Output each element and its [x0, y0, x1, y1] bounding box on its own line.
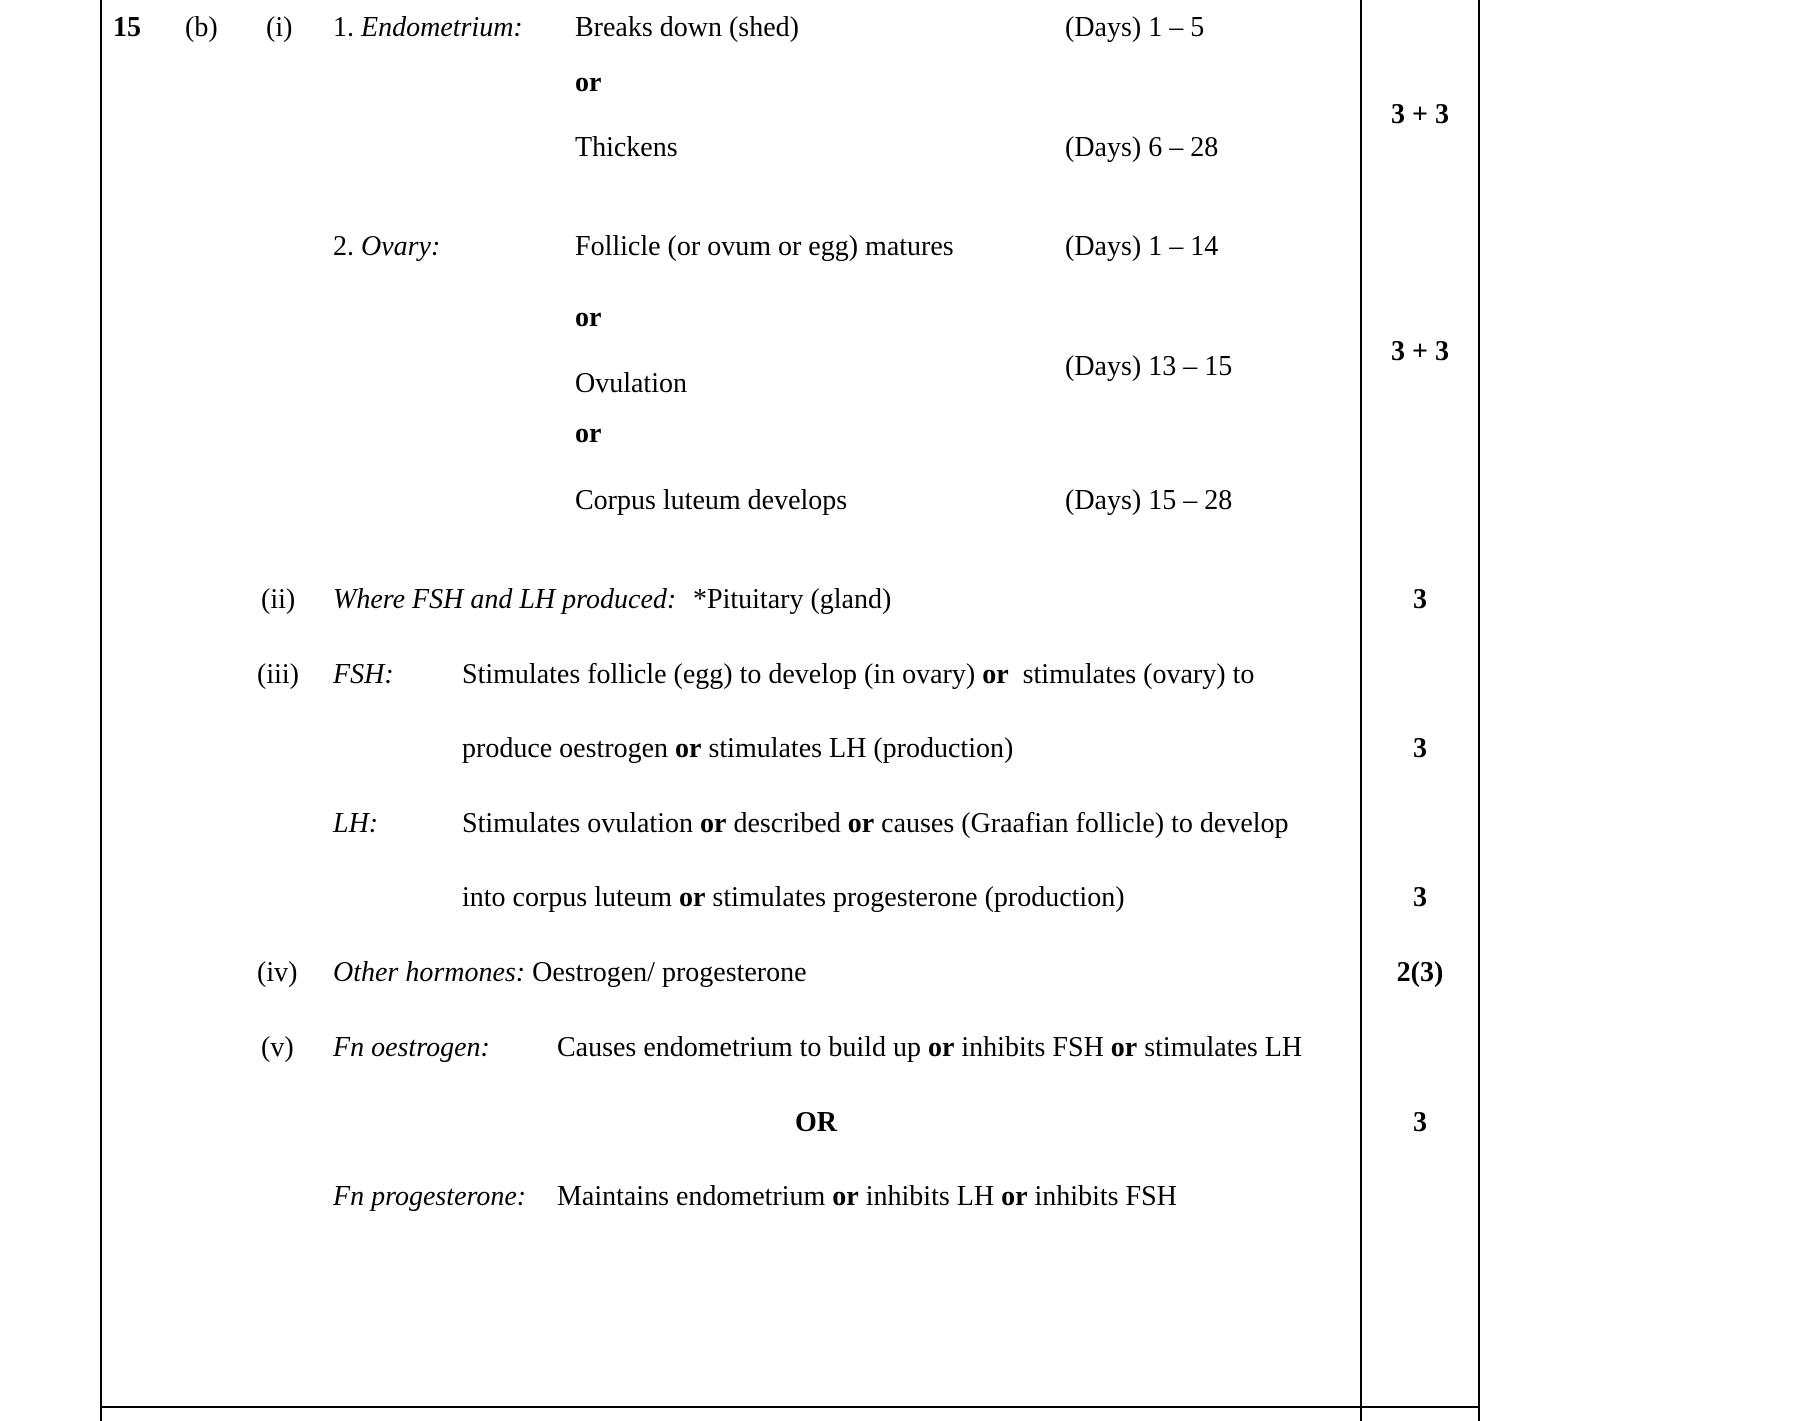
mark-i-endometrium: 3 + 3 — [1391, 99, 1449, 130]
subpart-iv-answer: Oestrogen/ progesterone — [525, 957, 807, 988]
lh-label: LH: — [333, 808, 379, 839]
endometrium-item-name: Endometrium: — [361, 12, 523, 43]
table-border-right — [1478, 0, 1480, 1421]
endometrium-item-label — [333, 11, 523, 45]
fsh-answer-line-1 — [462, 658, 1254, 692]
question-number: 15 — [113, 12, 141, 43]
fsh-line2-or: or — [675, 733, 702, 764]
ovary-item-name: Ovary: — [361, 231, 441, 262]
fn-progesterone-answer — [557, 1180, 1177, 1214]
fsh-line1-or: or — [982, 659, 1009, 690]
question-part-label: (b) — [185, 12, 218, 43]
ovary-item-number: 2. — [333, 231, 361, 262]
fn-oestrogen-or-1: or — [927, 1032, 955, 1063]
fsh-line2-text-b: stimulates LH (production) — [701, 733, 1014, 764]
mark-iii-lh: 3 — [1413, 882, 1427, 913]
ovary-answer-1: Follicle (or ovum or egg) matures — [575, 231, 954, 262]
fsh-line1-text-a: Stimulates follicle (egg) to develop (in ovary) — [462, 659, 983, 690]
mark-iii-fsh: 3 — [1413, 733, 1427, 764]
ovary-item-label — [333, 230, 440, 264]
subpart-iii-label: (iii) — [257, 659, 299, 690]
fn-oestrogen-text-a: Causes endometrium to build up — [557, 1032, 928, 1063]
fsh-answer-line-2 — [462, 732, 1013, 766]
fn-oestrogen-text-b: inhibits FSH — [954, 1032, 1111, 1063]
lh-line1-text-b: described — [726, 808, 848, 839]
subpart-v-label: (v) — [261, 1032, 294, 1063]
table-border-bottom — [100, 1406, 1480, 1408]
fsh-line2-text-a: produce oestrogen — [462, 733, 676, 764]
subpart-ii-label: (ii) — [261, 584, 296, 615]
fsh-label: FSH: — [333, 659, 394, 690]
fn-oestrogen-text-c: stimulates LH — [1137, 1032, 1303, 1063]
subpart-ii-answer: *Pituitary (gland) — [693, 584, 892, 615]
fn-progesterone-label: Fn progesterone: — [333, 1181, 527, 1212]
ovary-answer-3: Corpus luteum develops — [575, 485, 848, 516]
ovary-or-1: or — [575, 302, 602, 333]
mark-iv: 2(3) — [1396, 957, 1444, 988]
lh-line1-or-1: or — [700, 808, 727, 839]
lh-line2-text-b: stimulates progesterone (production) — [705, 882, 1125, 913]
or-divider: OR — [795, 1107, 837, 1138]
table-border-left — [100, 0, 102, 1421]
ovary-or-2: or — [575, 418, 602, 449]
mark-ii: 3 — [1413, 584, 1427, 615]
endometrium-item-number: 1. — [333, 12, 361, 43]
endometrium-or: or — [575, 67, 602, 98]
subpart-iv-line — [333, 956, 807, 990]
lh-line1-text-a: Stimulates ovulation — [462, 808, 700, 839]
endometrium-answer-1: Breaks down (shed) — [575, 12, 799, 43]
lh-line2-text-a: into corpus luteum — [462, 882, 679, 913]
lh-answer-line-2 — [462, 881, 1125, 915]
endometrium-answer-2: Thickens — [575, 132, 678, 163]
subpart-iv-prompt: Other hormones: — [333, 957, 526, 988]
mark-v: 3 — [1413, 1107, 1427, 1138]
fn-oestrogen-answer — [557, 1031, 1302, 1065]
mark-i-ovary: 3 + 3 — [1391, 336, 1449, 367]
fsh-line1-text-b: stimulates (ovary) to — [1008, 659, 1255, 690]
subpart-i-label: (i) — [266, 12, 293, 43]
ovary-days-1: (Days) 1 – 14 — [1065, 231, 1219, 262]
lh-answer-line-1 — [462, 807, 1289, 841]
lh-line1-text-c: causes (Graafian follicle) to develop — [874, 808, 1289, 839]
lh-line1-or-2: or — [847, 808, 875, 839]
ovary-days-2: (Days) 13 – 15 — [1065, 351, 1233, 382]
fn-oestrogen-label: Fn oestrogen: — [333, 1032, 490, 1063]
fn-progesterone-text-b: inhibits LH — [858, 1181, 1002, 1212]
marks-column-left-border — [1360, 0, 1362, 1421]
ovary-days-3: (Days) 15 – 28 — [1065, 485, 1233, 516]
fn-progesterone-text-c: inhibits FSH — [1027, 1181, 1177, 1212]
fn-progesterone-or-2: or — [1001, 1181, 1028, 1212]
subpart-ii-prompt: Where FSH and LH produced: — [333, 584, 677, 615]
ovary-answer-2: Ovulation — [575, 368, 687, 399]
endometrium-days-1: (Days) 1 – 5 — [1065, 12, 1205, 43]
fn-progesterone-text-a: Maintains endometrium — [557, 1181, 833, 1212]
subpart-iv-label: (iv) — [257, 957, 298, 988]
fn-progesterone-or-1: or — [832, 1181, 859, 1212]
endometrium-days-2: (Days) 6 – 28 — [1065, 132, 1219, 163]
lh-line2-or: or — [678, 882, 706, 913]
fn-oestrogen-or-2: or — [1110, 1032, 1138, 1063]
